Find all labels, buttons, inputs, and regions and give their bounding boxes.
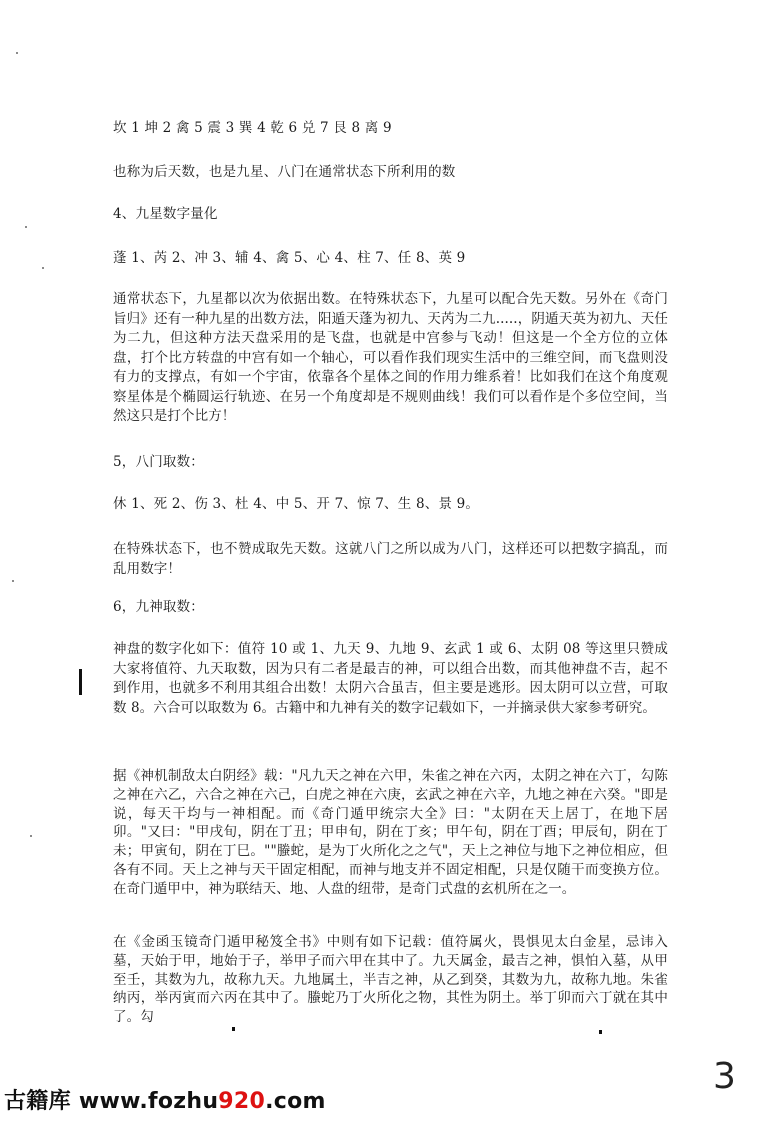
scan-dot xyxy=(599,1030,602,1034)
section-heading-nine-spirits: 6，九神取数： xyxy=(113,599,204,615)
scan-speck xyxy=(25,226,27,228)
paragraph-taibai-yinjing-quote: 据《神机制敌太白阴经》载："凡九天之神在六甲，朱雀之神在六丙，太阴之神在六丁，勾陈之神在六乙，六合之神在六己，白虎之神在六庚，玄武之神在六辛，九地之神在六癸。"即是说，每天干均与一神相配。而《奇门遁甲统宗大全》曰："太阴在天上居丁，在地下居卯。"又曰："甲戌旬，阴在丁丑；甲申旬，阴在丁亥；甲午旬，阴在丁酉；甲辰旬，阴在丁未；甲寅旬，阴在丁巳。""螣蛇，是为丁火所化之之气"，天上之神位与地下之神位相应，但各有不同。天上之神与天干固定相配，而神与地支并不固定相配，只是仅随干而变换方位。在奇门遁甲中，神为联结天、地、人盘的纽带，是奇门式盘的玄机所在之一。 xyxy=(113,768,668,897)
trigram-numbers-line: 坎 1 坤 2 禽 5 震 3 巽 4 乾 6 兑 7 艮 8 离 9 xyxy=(113,120,392,136)
eight-doors-numbers-line: 休 1、死 2、伤 3、杜 4、中 5、开 7、惊 7、生 8、景 9。 xyxy=(113,496,480,512)
paragraph-eight-doors-note: 在特殊状态下，也不赞成取先天数。这就八门之所以成为八门，这样还可以把数字搞乱，而乱用数字！ xyxy=(113,541,668,577)
scan-speck xyxy=(16,52,18,54)
later-heaven-note: 也称为后天数，也是九星、八门在通常状态下所利用的数 xyxy=(113,164,456,180)
paragraph-nine-spirits-numbers: 神盘的数字化如下：值符 10 或 1、九天 9、九地 9、玄武 1 或 6、太阴 08 等这里只赞成大家将值符、九天取数，因为只有二者是最吉的神，可以组合出数，而其他神盘不吉，起不到作用，也就多不利用其组合出数！太阴六合虽吉，但主要是逃形。因太阴可以立营，可取数 8。六合可以取数为 6。古籍中和九神有关的数字记载如下，一并摘录供大家参考研究。 xyxy=(113,641,668,716)
section-heading-nine-stars: 4、九星数字量化 xyxy=(113,206,218,222)
scan-speck xyxy=(12,580,14,582)
scan-speck xyxy=(42,267,44,269)
nine-stars-numbers-line: 蓬 1、芮 2、冲 3、辅 4、禽 5、心 4、柱 7、任 8、英 9 xyxy=(113,250,466,266)
site-watermark-prefix: 古籍库 www.fozhu xyxy=(4,1089,219,1114)
scan-mark xyxy=(79,669,82,695)
scan-speck xyxy=(30,835,32,837)
paragraph-nine-stars-explanation: 通常状态下，九星都以次为依据出数。在特殊状态下，九星可以配合先天数。另外在《奇门旨归》还有一种九星的出数方法，阳遁天蓬为初九、天芮为二九.....，阴遁天英为初九、天任为二九，但这种方法天盘采用的是飞盘，也就是中宫参与飞动！但这是一个全方位的立体盘，打个比方转盘的中宫有如一个轴心，可以看作我们现实生活中的三维空间，而飞盘则没有力的支撑点，有如一个宇宙，依靠各个星体之间的作用力维系着！比如我们在这个角度观察星体是个椭圆运行轨迹、在另一个角度却是不规则曲线！我们可以看作是个多位空间，当然这只是打个比方！ xyxy=(113,291,668,424)
page-number: 3 xyxy=(713,1056,736,1097)
site-watermark-number: 920 xyxy=(218,1089,266,1114)
site-watermark-suffix: .com xyxy=(265,1089,326,1114)
scan-dot xyxy=(232,1027,235,1031)
site-watermark xyxy=(4,1084,326,1115)
section-heading-eight-doors: 5，八门取数： xyxy=(113,454,204,470)
paragraph-jinhan-yujing-quote: 在《金函玉镜奇门遁甲秘笈全书》中则有如下记载：值符属火，畏惧见太白金星，忌讳入墓，天始于甲，地始于子，举甲子而六甲在其中了。九天属金，最吉之神，惧怕入墓，从甲至壬，其数为九，故称九天。九地属土，半吉之神，从乙到癸，其数为九，故称九地。朱雀纳丙，举丙寅而六丙在其中了。螣蛇乃丁火所化之物，其性为阴土。举丁卯而六丁就在其中了。勾 xyxy=(113,934,668,1026)
